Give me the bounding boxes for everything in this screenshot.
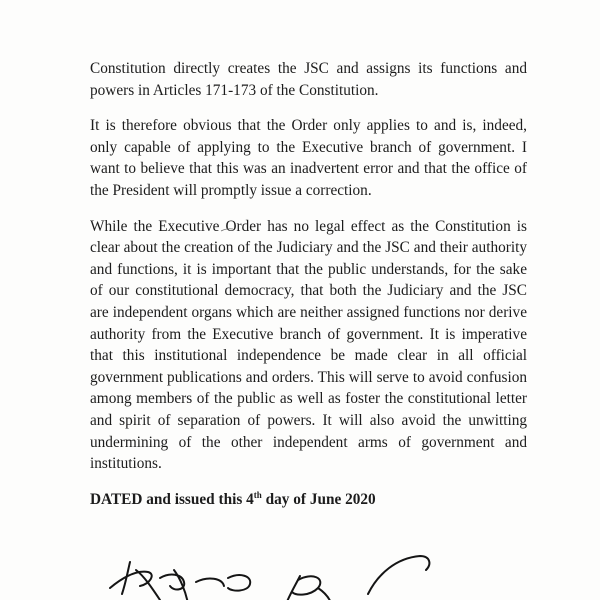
document-body bbox=[90, 58, 527, 510]
paragraph-1: Constitution directly creates the JSC and assigns its functions and powers in Articles 171-173 of the Constitution. bbox=[90, 60, 527, 99]
handwritten-signature bbox=[100, 548, 440, 600]
dated-suffix: day of June 2020 bbox=[261, 490, 376, 508]
ink-speck bbox=[220, 228, 234, 232]
paragraph-2: It is therefore obvious that the Order only applies to and is, indeed, only capable of applying to the Executive branch of government. I want to believe that this was an inadvertent error and that the office of the President will promptly issue a correction. bbox=[90, 117, 527, 199]
paragraph-3: While the Executive Order has no legal effect as the Constitution is clear about the creation of the Judiciary and the JSC and their authority and functions, it is important that the public understands, for the sake of our constitutional democracy, that both the Judiciary and the JSC are independent organs which are neither assigned functions nor derive authority from the Executive branch of government. It is imperative that this institutional independence be made clear in all official government publications and orders. This will serve to avoid confusion among members of the public as well as foster the constitutional letter and spirit of separation of powers. It will also avoid the unwitting undermining of the other independent arms of government and institutions. bbox=[90, 217, 527, 473]
dated-line bbox=[90, 489, 527, 511]
dated-ordinal-suffix: th bbox=[253, 489, 262, 500]
dated-prefix: DATED and issued this 4 bbox=[90, 490, 254, 508]
